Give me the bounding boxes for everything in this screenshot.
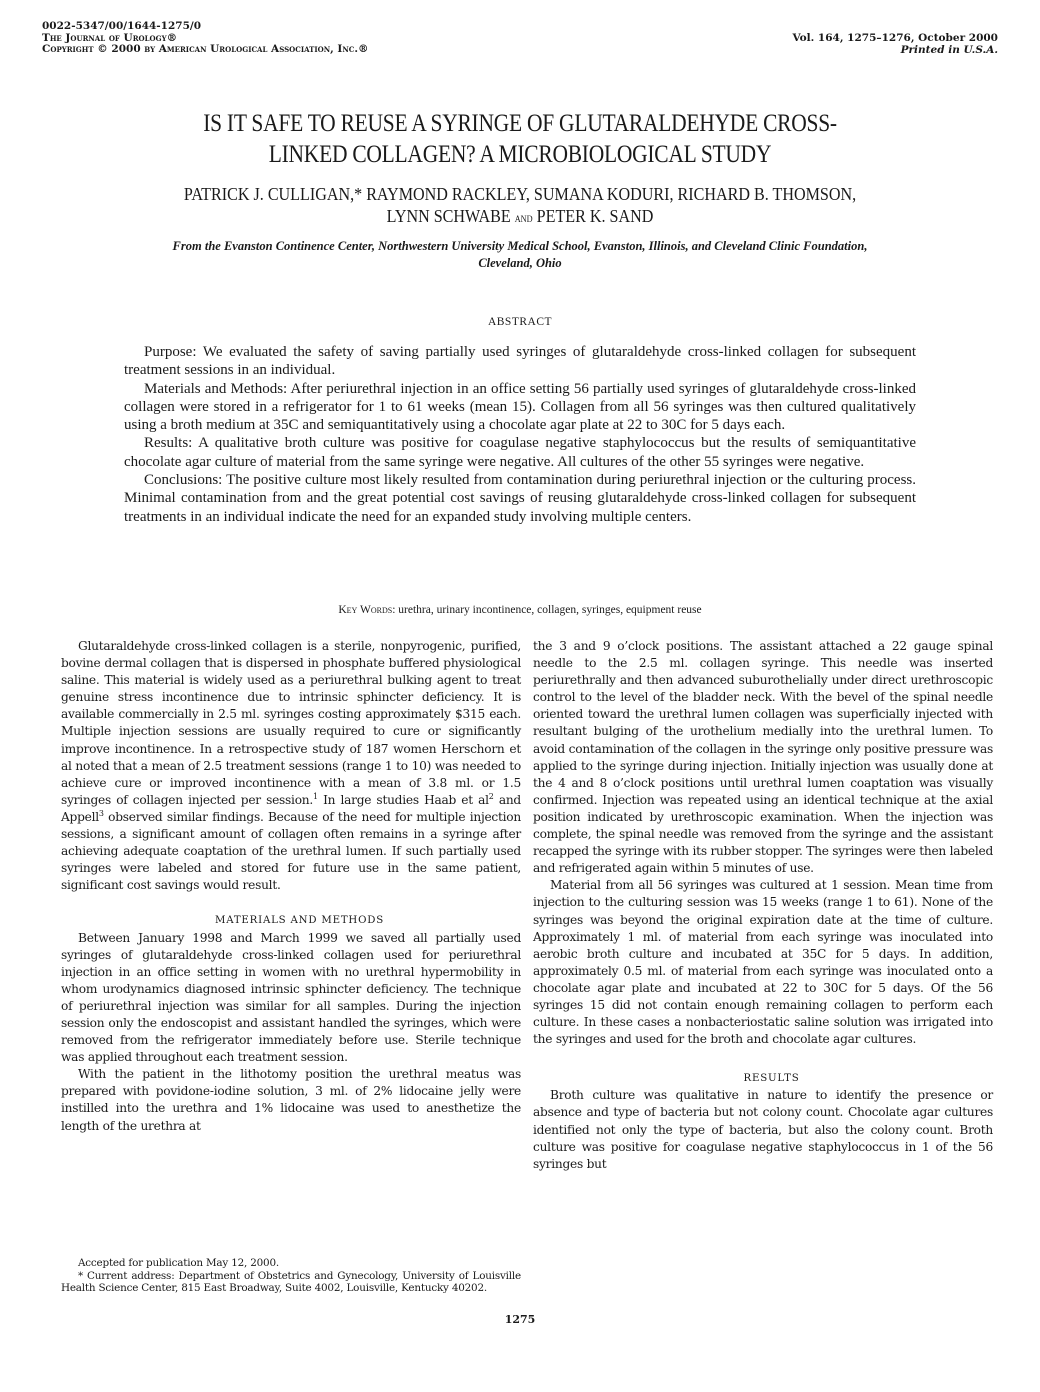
author-list [97,183,943,229]
article-title [124,108,915,170]
author-sand: PETER K. SAND [536,206,654,226]
intro-text-b: In large studies Haab et al [317,792,489,807]
reference-3[interactable]: 3 [98,808,104,818]
author-schwabe: LYNN SCHWABE [386,206,511,226]
keywords-text: urethra, urinary incontinence, collagen, syringes, equipment reuse [398,604,702,616]
methods-paragraph-1: Between January 1998 and March 1999 we saved all partially used syringes of glutaraldehyde cross-linked collagen used for periurethral injection in an office setting in women with no urethral hypermobility in whom urodynamics diagnosed intrinsic sphincter deficiency. The technique of periurethral injection was similar for all samples. During the injection session only the endoscopist and assistant handled the syringes, which were removed from the refrigerator immediately before use. Sterile technique was applied throughout each treatment session. [61,930,521,1065]
intro-text-d: observed similar findings. Because of the need for multiple injection sessions, a significant amount of collagen often remains in a syringe after achieving adequate coaptation of the urethral lumen. If such partially used syringes were labeled and stored for future use in the same patient, significant cost savings would result. [61,809,521,893]
affiliation [60,238,980,272]
accepted-note: Accepted for publication May 12, 2000. [78,1257,279,1269]
article-code: 0022-5347/00/1644-1275/0 [42,20,202,32]
affiliation-line-1: From the Evanston Continence Center, Northwestern University Medical School, Evanston, Illinois, and Cleveland Clinic Foundation, [172,239,868,253]
title-line-2: LINKED COLLAGEN? A MICROBIOLOGICAL STUDY [268,141,772,168]
footnotes [61,1257,521,1295]
abstract-methods: Materials and Methods: After periurethral injection in an office setting 56 partially used syringes of glutaraldehyde cross-linked collagen were stored in a refrigerator for 1 to 61 weeks (mean 15). Collagen from all 56 syringes was then cultured qualitatively using a broth medium at 35C and semiquantitatively using a chocolate agar plate at 22 to 30C for 5 days each. [124,380,916,434]
printed-in: Printed in U.S.A. [900,43,998,56]
left-column [61,638,521,1135]
intro-text-a: Glutaraldehyde cross-linked collagen is a sterile, nonpyrogenic, purified, bovine dermal collagen that is dispersed in phosphate buffered physiological saline. This material is widely used as a periurethral bulking agent to treat genuine stress incontinence due to intrinsic sphincter deficiency. It is available commercially in 2.5 ml. syringes costing approximately $315 each. Multiple injection sessions are usually required to cure or significantly improve incontinence. In a retrospective study of 187 women Herschorn et al noted that a mean of 2.5 treatment sessions (range 1 to 10) was needed to achieve cure or improved incontinence with a mean of 3.8 ml. or 1.5 syringes of collagen injected per session. [61,639,521,807]
abstract-conclusions: Conclusions: The positive culture most likely resulted from contamination during periurethral injection or the culturing process. Minimal contamination from and the great potential cost savings of reusing glutaraldehyde cross-linked collagen for subsequent treatments in an individual indicate the need for an expanded study involving multiple centers. [124,472,916,525]
methods-paragraph-3: Material from all 56 syringes was cultured at 1 session. Mean time from injection to the culturing session was 15 weeks (range 1 to 61). None of the syringes was beyond the original expiration date at the time of culture. Approximately 1 ml. of material from each syringe was inoculated into aerobic broth culture and incubated at 35C for 5 days. In addition, approximately 0.5 ml. of material from each syringe was inoculated onto a chocolate agar plate and incubated at 22 to 30C for 5 days. Of the 56 syringes 15 did not contain enough remaining collagen to perform each culture. In these cases a nonbacteriostatic saline solution was irrigated into the syringes and used for the broth and chocolate agar cultures. [533,878,993,1047]
volume-info: Vol. 164, 1275–1276, October 2000 [792,32,998,44]
intro-text-c: and Appell [61,792,521,824]
methods-paragraph-2-cont: the 3 and 9 o’clock positions. The assistant attached a 22 gauge spinal needle to the 2.5 ml. collagen syringe. This needle was inserted periurethrally and then advanced suburothelially under direct urethroscopic control to the level of the bladder neck. With the bevel of the spinal needle oriented toward the urethral lumen collagen was superficially injected with resultant bulging of the urothelium medially into the urethral lumen. To avoid contamination of the collagen in the syringe only positive pressure was applied to the syringe during injection. Initially injection was usually done at the 4 and 8 o’clock positions until urethral lumen coaptation was visually confirmed. Injection was repeated using an identical technique at the axial position indicated by urethroscopic examination. When the injection was complete, the spinal needle was removed from the syringe and the assistant recapped the syringe with its rubber stopper. The syringes were then labeled and refrigerated again within 5 minutes of use. [533,639,993,876]
copyright-line: Copyright © 2000 by American Urological Association, Inc.® [42,43,369,55]
and-connector: and [514,210,533,225]
affiliation-line-2: Cleveland, Ohio [478,256,562,270]
keywords [0,604,1040,616]
address-note: * Current address: Department of Obstetrics and Gynecology, University of Louisville Health Science Center, 815 East Broadway, Suite 4002, Louisville, Kentucky 40202. [61,1269,521,1294]
abstract-purpose: Purpose: We evaluated the safety of saving partially used syringes of glutaraldehyde cross-linked collagen for subsequent treatment sessions in an individual. [124,344,916,379]
journal-header-left [42,21,368,56]
abstract-results: Results: A qualitative broth culture was positive for coagulase negative staphylococcus but the results of semiquantitative chocolate agar culture of material from the same syringe were negative. All cultures of the other 55 syringes were negative. [124,435,916,470]
abstract-heading: ABSTRACT [487,316,553,328]
journal-header-right [792,33,998,56]
reference-1[interactable]: 1 [313,791,318,801]
journal-name: The Journal of Urology® [42,31,178,44]
abstract-body [124,343,916,526]
reference-2[interactable]: 2 [488,791,494,801]
page-number: 1275 [504,1313,536,1326]
intro-paragraph [61,638,521,894]
results-heading: RESULTS [743,1073,800,1085]
methods-heading: MATERIALS AND METHODS [214,915,385,927]
methods-paragraph-2: With the patient in the lithotomy position the urethral meatus was prepared with povidone-iodine solution, 3 ml. of 2% lidocaine jelly were instilled into the urethra and 1% lidocaine was used to anesthetize the length of the urethra at [61,1067,521,1133]
authors-line-2 [97,205,943,229]
right-column [533,638,993,1173]
keywords-label: Key Words: [338,604,396,616]
authors-line-1: PATRICK J. CULLIGAN,* RAYMOND RACKLEY, SUMANA KODURI, RICHARD B. THOMSON, [183,184,857,204]
results-paragraph-1: Broth culture was qualitative in nature to identify the presence or absence and type of bacteria but not colony count. Chocolate agar cultures identified not only the type of bacteria, but also the colony count. Broth culture was positive for coagulase negative staphylococcus in 1 of the 56 syringes but [533,1088,993,1171]
title-line-1: IS IT SAFE TO REUSE A SYRINGE OF GLUTARALDEHYDE CROSS- [203,110,837,137]
